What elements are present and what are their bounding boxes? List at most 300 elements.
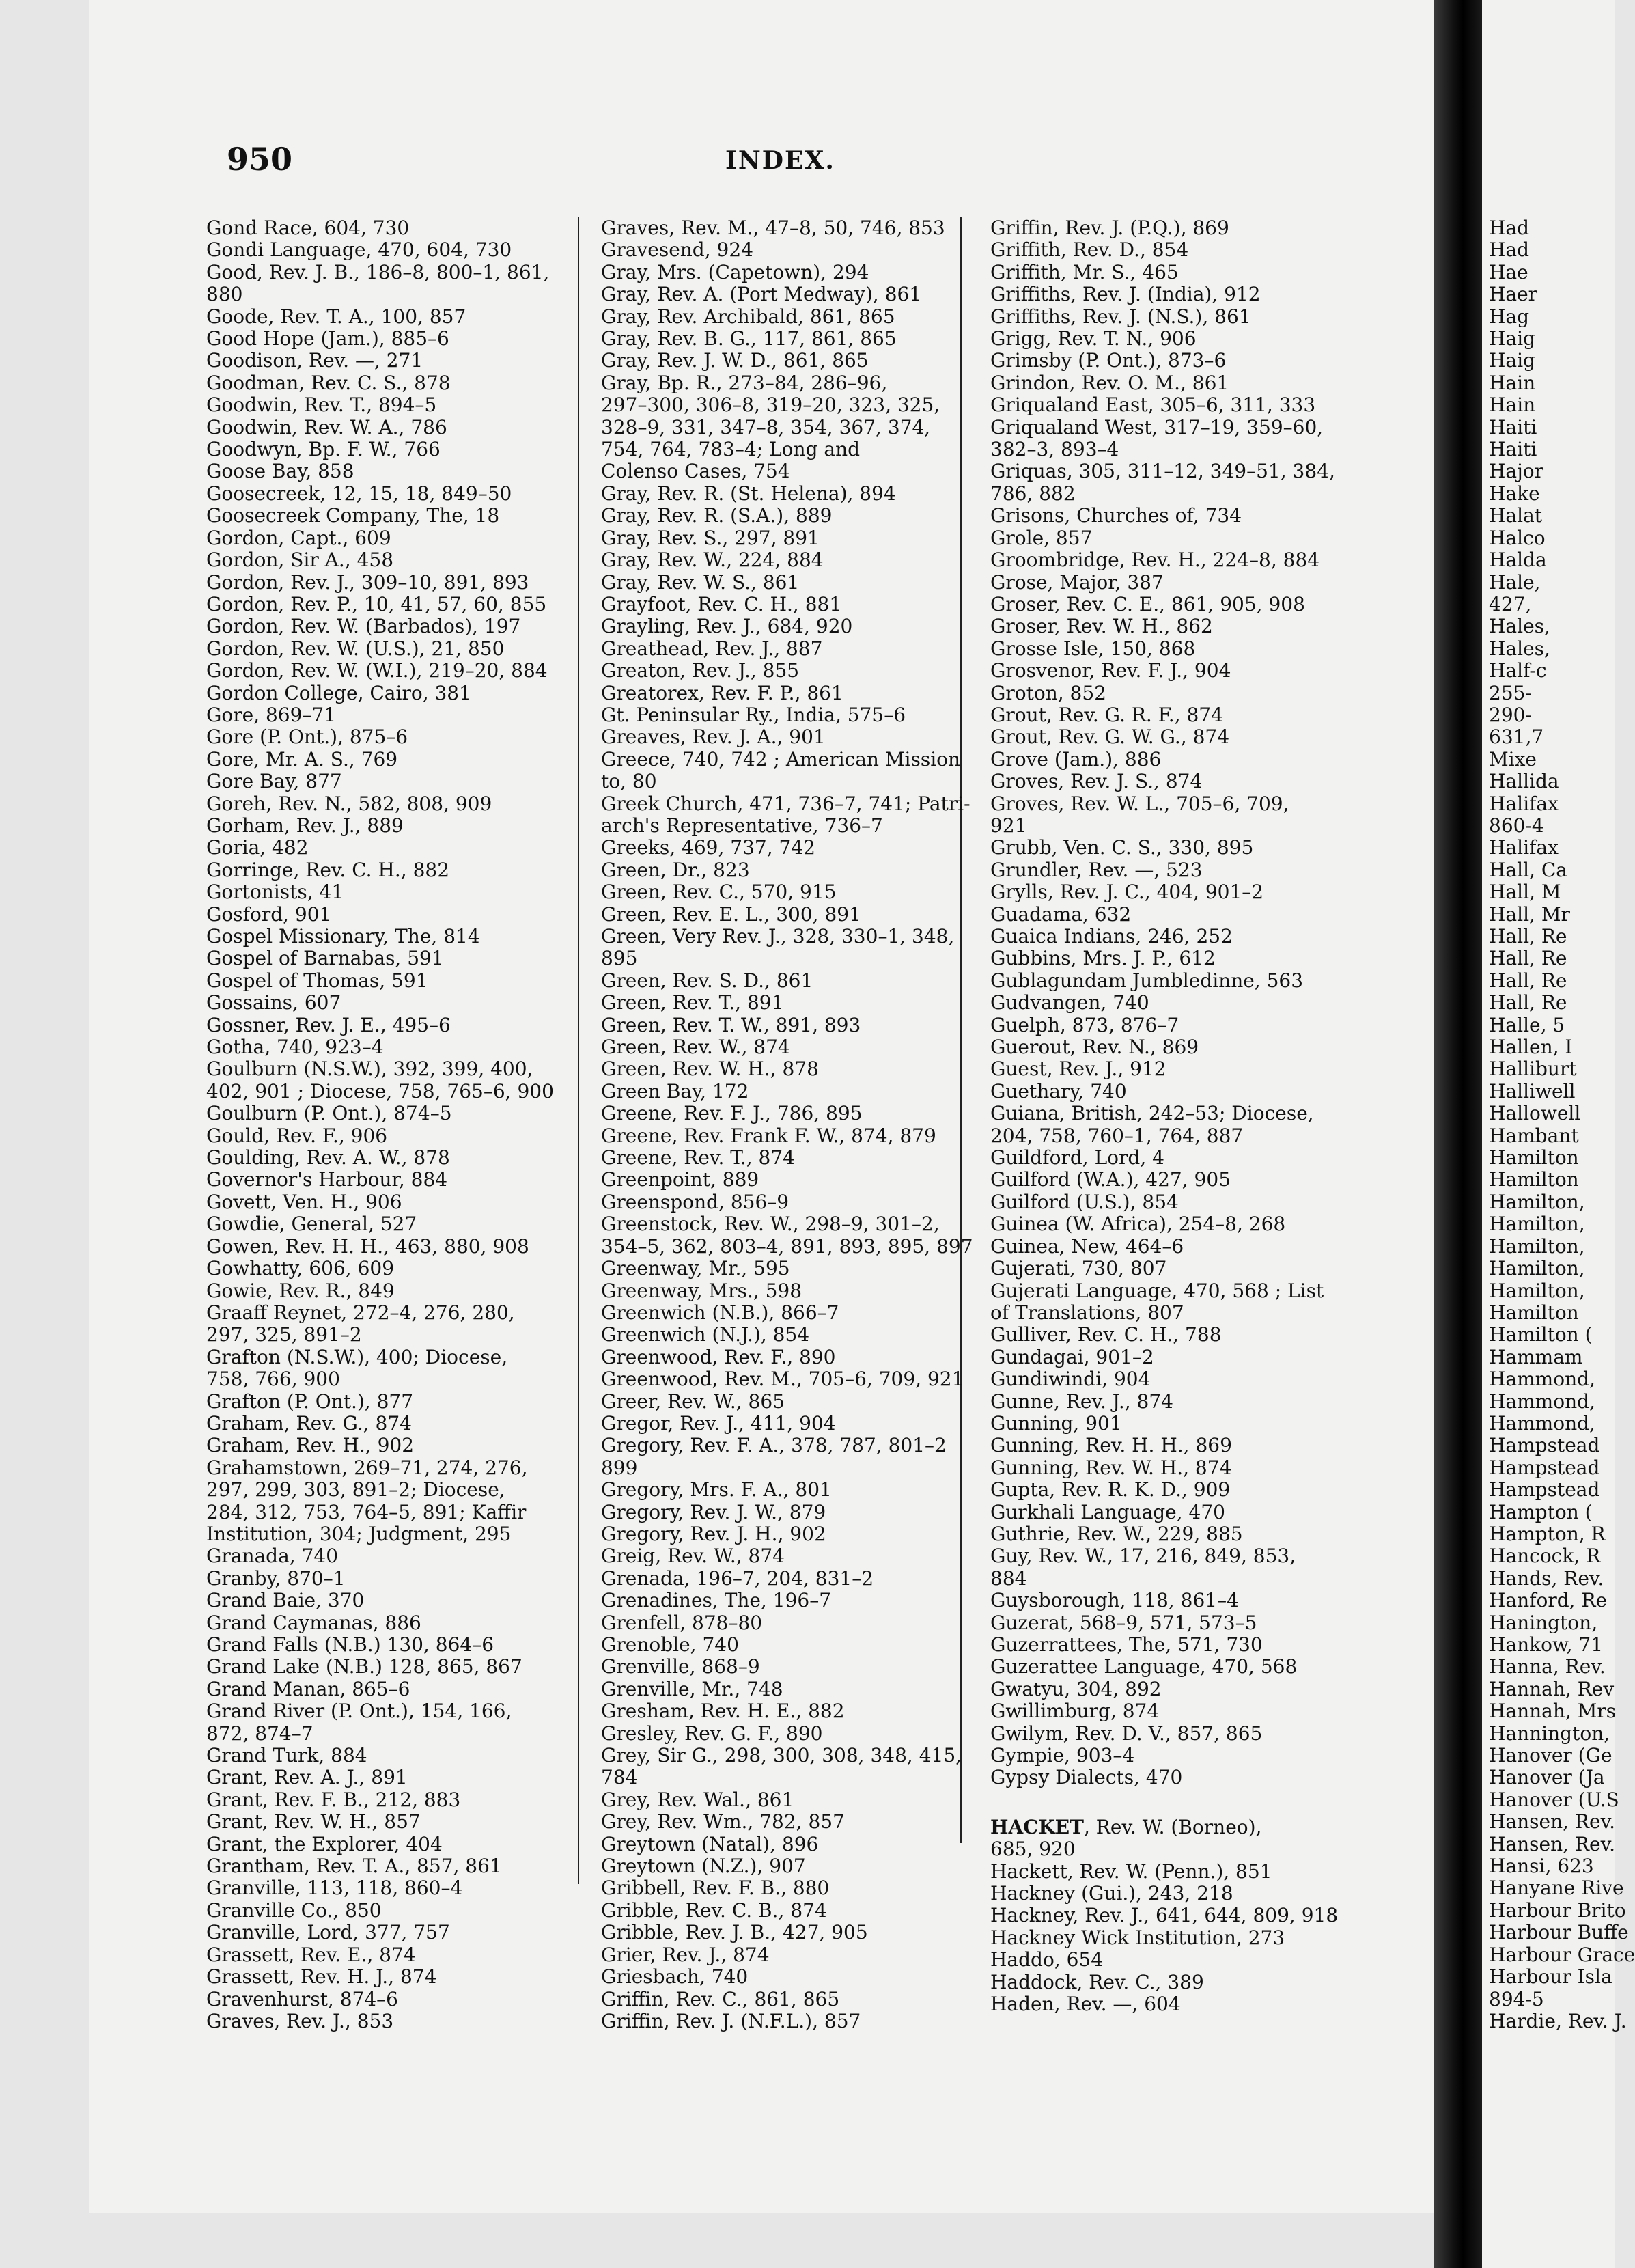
index-entry: Greene, Rev. T., 874 (601, 1146, 795, 1170)
index-entry: 204, 758, 760–1, 764, 887 (990, 1124, 1244, 1147)
index-entry: 402, 901 ; Diocese, 758, 765–6, 900 (206, 1079, 554, 1103)
index-entry: Green, Rev. E. L., 300, 891 (601, 902, 861, 926)
index-column-2 (601, 217, 973, 2032)
index-entry: to, 80 (601, 770, 657, 793)
index-entry: Hannah, Rev (1489, 1677, 1615, 1700)
index-entry: Grant, the Explorer, 404 (206, 1832, 443, 1855)
index-entry: Guthrie, Rev. W., 229, 885 (990, 1522, 1243, 1545)
index-entry: Grant, Rev. A. J., 891 (206, 1766, 408, 1789)
index-entry: Guzerattee Language, 470, 568 (990, 1655, 1298, 1678)
index-entry: Hamilton (1489, 1146, 1579, 1170)
index-entry: Groser, Rev. W. H., 862 (990, 615, 1213, 638)
index-entry: Granby, 870–1 (206, 1566, 346, 1590)
index-entry: Goosecreek Company, The, 18 (206, 504, 500, 527)
index-entry: Had (1489, 217, 1530, 239)
index-entry: Greene, Rev. F. J., 786, 895 (601, 1102, 863, 1125)
index-entry: Grundler, Rev. —, 523 (990, 858, 1203, 881)
index-entry: Hampstead (1489, 1456, 1600, 1479)
index-entry: Hales, (1489, 615, 1550, 638)
index-entry: Gunne, Rev. J., 874 (990, 1389, 1173, 1413)
index-entry: Hammam (1489, 1345, 1583, 1368)
index-entry: Grenoble, 740 (601, 1633, 739, 1656)
index-entry: Greenwood, Rev. F., 890 (601, 1345, 836, 1368)
index-entry: Gwatyu, 304, 892 (990, 1677, 1162, 1700)
index-entry: Harbour Buffe (1489, 1921, 1629, 1944)
index-entry: Grassett, Rev. H. J., 874 (206, 1965, 437, 1989)
index-entry: Gregory, Rev. J. W., 879 (601, 1500, 826, 1523)
index-entry: Gordon, Rev. W. (W.I.), 219–20, 884 (206, 659, 548, 682)
index-entry: Grant, Rev. F. B., 212, 883 (206, 1788, 461, 1811)
index-entry: Gregory, Mrs. F. A., 801 (601, 1478, 832, 1502)
index-entry: Grand Falls (N.B.) 130, 864–6 (206, 1633, 494, 1656)
index-entry: Guildford, Lord, 4 (990, 1146, 1164, 1170)
index-entry: Gowen, Rev. H. H., 463, 880, 908 (206, 1234, 529, 1258)
index-entry: Grosse Isle, 150, 868 (990, 637, 1196, 660)
index-entry: Grassett, Rev. E., 874 (206, 1943, 416, 1966)
index-entry: Granville, Lord, 377, 757 (206, 1921, 450, 1944)
index-entry: Haiti (1489, 438, 1537, 461)
index-entry: Goosecreek, 12, 15, 18, 849–50 (206, 482, 512, 505)
index-entry: Hampton ( (1489, 1500, 1593, 1523)
index-entry: Gresley, Rev. G. F., 890 (601, 1721, 823, 1745)
index-entry: Gulliver, Rev. C. H., 788 (990, 1323, 1222, 1346)
index-entry: Griquas, 305, 311–12, 349–51, 384, (990, 460, 1335, 483)
index-entry: Greathead, Rev. J., 887 (601, 637, 823, 660)
index-entry: Griesbach, 740 (601, 1965, 749, 1989)
index-entry: Greeks, 469, 737, 742 (601, 836, 815, 859)
index-entry: Gray, Mrs. (Capetown), 294 (601, 260, 869, 284)
index-entry: Good Hope (Jam.), 885–6 (206, 327, 449, 350)
index-entry: Hansi, 623 (1489, 1855, 1594, 1878)
page-number: 950 (227, 141, 293, 178)
index-entry: Griffin, Rev. J. (N.F.L.), 857 (601, 2009, 861, 2032)
index-entry: Gordon, Sir A., 458 (206, 549, 394, 572)
index-entry: Guelph, 873, 876–7 (990, 1013, 1179, 1036)
index-entry: Grand Manan, 865–6 (206, 1677, 410, 1700)
index-entry: Half-c (1489, 659, 1547, 682)
index-entry: Grayling, Rev. J., 684, 920 (601, 615, 853, 638)
index-entry: Greece, 740, 742 ; American Mission (601, 747, 961, 771)
index-entry: Greig, Rev. W., 874 (601, 1545, 785, 1568)
index-entry: Gujerati, 730, 807 (990, 1257, 1167, 1280)
index-entry: Hanyane Rive (1489, 1877, 1624, 1900)
index-entry: Grantham, Rev. T. A., 857, 861 (206, 1855, 502, 1878)
index-entry: Goreh, Rev. N., 582, 808, 909 (206, 792, 492, 815)
index-entry: Gore Bay, 877 (206, 770, 342, 793)
index-entry: Gwilym, Rev. D. V., 857, 865 (990, 1721, 1263, 1745)
index-entry: Goulburn (P. Ont.), 874–5 (206, 1102, 452, 1125)
index-entry: Griffiths, Rev. J. (N.S.), 861 (990, 305, 1251, 328)
index-entry: Goulburn (N.S.W.), 392, 399, 400, (206, 1057, 533, 1081)
index-entry: Gribble, Rev. J. B., 427, 905 (601, 1921, 868, 1944)
index-entry: Hackney, Rev. J., 641, 644, 809, 918 (990, 1904, 1339, 1927)
index-entry: Greytown (N.Z.), 907 (601, 1855, 806, 1878)
index-entry: 297–300, 306–8, 319–20, 323, 325, (601, 393, 940, 417)
index-entry: Griffith, Rev. D., 854 (990, 238, 1189, 262)
index-entry: Hanover (Ja (1489, 1766, 1605, 1789)
index-entry: 427, (1489, 592, 1532, 616)
index-entry: Gt. Peninsular Ry., India, 575–6 (601, 703, 906, 726)
index-entry: Gore (P. Ont.), 875–6 (206, 725, 408, 749)
index-entry: Gowie, Rev. R., 849 (206, 1279, 395, 1302)
index-entry: 899 (601, 1456, 638, 1479)
index-entry: Hall, Re (1489, 991, 1567, 1014)
index-entry: Hamilton ( (1489, 1323, 1593, 1346)
index-entry: Guinea, New, 464–6 (990, 1234, 1184, 1258)
index-entry: Groves, Rev. W. L., 705–6, 709, (990, 792, 1289, 815)
index-entry: Griffiths, Rev. J. (India), 912 (990, 283, 1261, 306)
index-entry: Gribble, Rev. C. B., 874 (601, 1898, 827, 1922)
index-entry: Gundiwindi, 904 (990, 1368, 1151, 1391)
index-entry: Grout, Rev. G. W. G., 874 (990, 725, 1230, 749)
index-entry: Gregor, Rev. J., 411, 904 (601, 1411, 836, 1435)
index-entry: Hall, Re (1489, 925, 1567, 948)
index-entry: Grand Lake (N.B.) 128, 865, 867 (206, 1655, 522, 1678)
index-entry: Gospel of Thomas, 591 (206, 969, 428, 992)
facing-page-column (1489, 217, 1635, 2032)
index-entry: Halifax (1489, 792, 1559, 815)
index-entry: Gould, Rev. F., 906 (206, 1124, 388, 1147)
index-entry: Gordon College, Cairo, 381 (206, 681, 471, 704)
index-entry: Hanna, Rev. (1489, 1655, 1606, 1678)
index-entry: Guiana, British, 242–53; Diocese, (990, 1102, 1314, 1125)
index-entry: Grey, Rev. Wm., 782, 857 (601, 1810, 845, 1834)
index-entry: Good, Rev. J. B., 186–8, 800–1, 861, (206, 260, 550, 284)
index-entry: Governor's Harbour, 884 (206, 1168, 448, 1191)
index-entry: Griqualand East, 305–6, 311, 333 (990, 393, 1316, 417)
index-entry: Grand Caymanas, 886 (206, 1611, 421, 1634)
index-entry: Hampton, R (1489, 1522, 1606, 1545)
index-entry: Gordon, Rev. P., 10, 41, 57, 60, 855 (206, 592, 547, 616)
index-entry: Gore, Mr. A. S., 769 (206, 747, 398, 771)
book-gutter (1434, 0, 1482, 2268)
index-entry: 328–9, 331, 347–8, 354, 367, 374, (601, 415, 931, 439)
index-entry: Greenspond, 856–9 (601, 1190, 789, 1213)
index-entry: Graves, Rev. J., 853 (206, 2009, 394, 2032)
index-entry: Gunning, Rev. W. H., 874 (990, 1456, 1232, 1479)
index-entry: Green, Rev. C., 570, 915 (601, 881, 837, 904)
index-entry: Goulding, Rev. A. W., 878 (206, 1146, 450, 1170)
index-entry: arch's Representative, 736–7 (601, 814, 883, 837)
index-entry: Green, Rev. W., 874 (601, 1036, 790, 1059)
index-entry: Haddock, Rev. C., 389 (990, 1970, 1204, 1993)
index-entry: Hancock, R (1489, 1545, 1601, 1568)
index-entry: Green, Rev. S. D., 861 (601, 969, 813, 992)
index-entry: Gossner, Rev. J. E., 495–6 (206, 1013, 451, 1036)
index-entry: 895 (601, 947, 638, 970)
index-entry: Hankow, 71 (1489, 1633, 1604, 1656)
index-entry: Grenfell, 878–80 (601, 1611, 763, 1634)
index-entry: Gospel Missionary, The, 814 (206, 925, 480, 948)
index-entry: Haiti (1489, 415, 1537, 439)
index-entry: Gray, Rev. S., 297, 891 (601, 526, 820, 549)
index-entry (990, 1816, 1373, 1838)
index-entry: Hanover (Ge (1489, 1744, 1612, 1767)
index-entry: Gujerati Language, 470, 568 ; List (990, 1279, 1324, 1302)
index-entry: Hamilton, (1489, 1234, 1585, 1258)
index-entry: Hain (1489, 393, 1536, 417)
index-entry: Gray, Rev. Archibald, 861, 865 (601, 305, 895, 328)
index-entry: Hallida (1489, 770, 1559, 793)
index-entry: Gray, Rev. R. (S.A.), 889 (601, 504, 833, 527)
index-entry: Hanover (U.S (1489, 1788, 1619, 1811)
index-entry: Gypsy Dialects, 470 (990, 1766, 1183, 1789)
index-entry: Grand Baie, 370 (206, 1589, 365, 1612)
index-entry: Hake (1489, 482, 1540, 505)
index-entry: Hammond, (1489, 1368, 1595, 1391)
index-entry: Goria, 482 (206, 836, 309, 859)
index-entry: 255- (1489, 681, 1532, 704)
index-entry: Gravesend, 924 (601, 238, 753, 262)
index-column-3 (990, 217, 1373, 2016)
index-entry: Gwillimburg, 874 (990, 1700, 1160, 1723)
index-entry: Guzerat, 568–9, 571, 573–5 (990, 1611, 1257, 1634)
index-entry: Halliwell (1489, 1079, 1576, 1103)
index-entry: Hackney Wick Institution, 273 (990, 1926, 1285, 1949)
index-entry: Grylls, Rev. J. C., 404, 901–2 (990, 881, 1264, 904)
index-entry: Gunning, Rev. H. H., 869 (990, 1434, 1232, 1457)
index-entry: Grafton (N.S.W.), 400; Diocese, (206, 1345, 508, 1368)
index-entry: 786, 882 (990, 482, 1076, 505)
index-entry: Haer (1489, 283, 1538, 306)
index-entry: Graves, Rev. M., 47–8, 50, 746, 853 (601, 217, 945, 239)
index-entry: Gundagai, 901–2 (990, 1345, 1154, 1368)
index-entry: Harbour Grace (1489, 1943, 1635, 1966)
index-entry: 354–5, 362, 803–4, 891, 893, 895, 897 (601, 1234, 973, 1258)
index-entry: 297, 299, 303, 891–2; Diocese, (206, 1478, 505, 1502)
index-entry: Hamilton, (1489, 1190, 1585, 1213)
index-entry: 685, 920 (990, 1838, 1076, 1861)
headword-rest: , Rev. W. (Borneo), (1083, 1815, 1262, 1838)
facing-page-fragment (1482, 0, 1635, 2268)
index-entry: Hammond, (1489, 1389, 1595, 1413)
index-entry: Goodwin, Rev. T., 894–5 (206, 393, 437, 417)
section-gap (990, 1789, 1373, 1816)
index-entry: Guilford (U.S.), 854 (990, 1190, 1179, 1213)
index-entry: Gordon, Rev. W. (Barbados), 197 (206, 615, 521, 638)
index-entry: Mixe (1489, 747, 1537, 771)
index-entry: Hamilton, (1489, 1279, 1585, 1302)
index-entry: Gowdie, General, 527 (206, 1213, 417, 1236)
index-entry: Greenwood, Rev. M., 705–6, 709, 921 (601, 1368, 964, 1391)
index-entry: Harbour Isla (1489, 1965, 1612, 1989)
index-entry: Haden, Rev. —, 604 (990, 1993, 1181, 2016)
index-entry: Gray, Rev. J. W. D., 861, 865 (601, 349, 869, 372)
index-entry: Groves, Rev. J. S., 874 (990, 770, 1203, 793)
index-entry: Gympie, 903–4 (990, 1744, 1135, 1767)
index-entry: Gresham, Rev. H. E., 882 (601, 1700, 845, 1723)
index-entry: Grosvenor, Rev. F. J., 904 (990, 659, 1231, 682)
index-entry: Greenstock, Rev. W., 298–9, 301–2, (601, 1213, 940, 1236)
index-entry: Grenada, 196–7, 204, 831–2 (601, 1566, 874, 1590)
index-entry: Gudvangen, 740 (990, 991, 1149, 1014)
index-entry: Graaff Reynet, 272–4, 276, 280, (206, 1301, 515, 1324)
index-entry: Institution, 304; Judgment, 295 (206, 1522, 512, 1545)
index-entry: Greer, Rev. W., 865 (601, 1389, 785, 1413)
index-entry: Groton, 852 (990, 681, 1106, 704)
index-entry: Govett, Ven. H., 906 (206, 1190, 402, 1213)
index-entry: Halifax (1489, 836, 1559, 859)
index-entry: Grenville, 868–9 (601, 1655, 760, 1678)
index-entry: Hall, Re (1489, 969, 1567, 992)
index-entry: Grand River (P. Ont.), 154, 166, (206, 1700, 512, 1723)
index-entry: Green, Rev. T. W., 891, 893 (601, 1013, 861, 1036)
index-entry: Hands, Rev. (1489, 1566, 1604, 1590)
index-entry: Hamilton, (1489, 1213, 1585, 1236)
index-entry: Grand Turk, 884 (206, 1744, 367, 1767)
index-entry: Greenpoint, 889 (601, 1168, 759, 1191)
index-entry: Gupta, Rev. R. K. D., 909 (990, 1478, 1231, 1502)
index-entry: Granville, 113, 118, 860–4 (206, 1877, 463, 1900)
index-entry: Gray, Rev. B. G., 117, 861, 865 (601, 327, 897, 350)
index-entry: Gordon, Rev. J., 309–10, 891, 893 (206, 570, 529, 594)
index-entry: Hall, Ca (1489, 858, 1567, 881)
index-entry: Hansen, Rev. (1489, 1810, 1615, 1834)
index-entry: Hall, Re (1489, 947, 1567, 970)
index-entry: Griffith, Mr. S., 465 (990, 260, 1179, 284)
index-entry: Greenway, Mr., 595 (601, 1257, 790, 1280)
index-entry: Gore, 869–71 (206, 703, 337, 726)
index-entry: Gray, Bp. R., 273–84, 286–96, (601, 371, 888, 394)
index-entry: Greytown (Natal), 896 (601, 1832, 819, 1855)
index-entry: Haig (1489, 349, 1535, 372)
index-entry: Gray, Rev. W. S., 861 (601, 570, 800, 594)
index-entry: Griqualand West, 317–19, 359–60, (990, 415, 1324, 439)
index-entry: Gorringe, Rev. C. H., 882 (206, 858, 450, 881)
index-entry: Greek Church, 471, 736–7, 741; Patri- (601, 792, 970, 815)
index-entry: Hall, M (1489, 881, 1561, 904)
index-entry: Gotha, 740, 923–4 (206, 1036, 384, 1059)
index-entry: Gowhatty, 606, 609 (206, 1257, 395, 1280)
index-entry: Grenville, Mr., 748 (601, 1677, 783, 1700)
index-entry: Hain (1489, 371, 1536, 394)
index-entry: Gondi Language, 470, 604, 730 (206, 238, 512, 262)
index-entry: Grole, 857 (990, 526, 1093, 549)
index-entry: Halliburt (1489, 1057, 1577, 1081)
index-entry: 884 (990, 1566, 1027, 1590)
index-entry: 631,7 (1489, 725, 1544, 749)
index-entry: Goode, Rev. T. A., 100, 857 (206, 305, 466, 328)
index-entry: Had (1489, 238, 1530, 262)
index-entry: Grove (Jam.), 886 (990, 747, 1162, 771)
index-entry: 894-5 (1489, 1987, 1544, 2010)
index-entry: Gray, Rev. R. (St. Helena), 894 (601, 482, 896, 505)
index-entry: Hale, (1489, 570, 1541, 594)
index-entry: Grahamstown, 269–71, 274, 276, (206, 1456, 528, 1479)
index-entry: Groombridge, Rev. H., 224–8, 884 (990, 549, 1320, 572)
index-entry: Hackney (Gui.), 243, 218 (990, 1882, 1233, 1905)
index-entry: Guysborough, 118, 861–4 (990, 1589, 1239, 1612)
index-entry: Grindon, Rev. O. M., 861 (990, 371, 1229, 394)
index-entry: Hampstead (1489, 1434, 1600, 1457)
index-entry: Hambant (1489, 1124, 1579, 1147)
index-column-1 (206, 217, 561, 2032)
index-entry: Grafton (P. Ont.), 877 (206, 1389, 414, 1413)
index-entry: Grose, Major, 387 (990, 570, 1164, 594)
index-entry: Guerout, Rev. N., 869 (990, 1036, 1199, 1059)
index-entry: Grout, Rev. G. R. F., 874 (990, 703, 1223, 726)
index-entry: Grant, Rev. W. H., 857 (206, 1810, 421, 1834)
index-entry: Greenway, Mrs., 598 (601, 1279, 802, 1302)
index-entry: Goodman, Rev. C. S., 878 (206, 371, 451, 394)
index-entry: Colenso Cases, 754 (601, 460, 790, 483)
index-entry: Gublagundam Jumbledinne, 563 (990, 969, 1304, 992)
index-entry: Halda (1489, 549, 1547, 572)
index-entry: Harbour Brito (1489, 1898, 1626, 1922)
index-entry: Grayfoot, Rev. C. H., 881 (601, 592, 842, 616)
index-entry: Guy, Rev. W., 17, 216, 849, 853, (990, 1545, 1296, 1568)
index-entry: Greenwich (N.J.), 854 (601, 1323, 810, 1346)
index-entry: Halat (1489, 504, 1543, 527)
index-entry: Hannah, Mrs (1489, 1700, 1617, 1723)
index-entry: Hamilton (1489, 1168, 1579, 1191)
index-entry: Hanington, (1489, 1611, 1598, 1634)
index-entry: Green, Rev. W. H., 878 (601, 1057, 819, 1081)
index-entry: Greene, Rev. Frank F. W., 874, 879 (601, 1124, 936, 1147)
index-entry: Goodwin, Rev. W. A., 786 (206, 415, 447, 439)
index-entry: Gray, Rev. A. (Port Medway), 861 (601, 283, 922, 306)
index-entry: Halco (1489, 526, 1546, 549)
index-entry: Grenadines, The, 196–7 (601, 1589, 832, 1612)
index-entry: Gortonists, 41 (206, 881, 344, 904)
index-entry: Gravenhurst, 874–6 (206, 1987, 398, 2010)
index-entry: Greaves, Rev. J. A., 901 (601, 725, 826, 749)
index-entry: Gregory, Rev. F. A., 378, 787, 801–2 (601, 1434, 947, 1457)
index-entry: Hallen, I (1489, 1036, 1573, 1059)
index-entry: Groser, Rev. C. E., 861, 905, 908 (990, 592, 1305, 616)
index-entry: Hamilton (1489, 1301, 1579, 1324)
index-entry: Gorham, Rev. J., 889 (206, 814, 404, 837)
index-entry: Gordon, Capt., 609 (206, 526, 391, 549)
index-entry: Guethary, 740 (990, 1079, 1127, 1103)
index-entry: Guaica Indians, 246, 252 (990, 925, 1233, 948)
running-head: INDEX. (725, 146, 835, 175)
index-entry: Hanford, Re (1489, 1589, 1608, 1612)
index-entry: Gregory, Rev. J. H., 902 (601, 1522, 826, 1545)
index-entry: Hajor (1489, 460, 1544, 483)
index-entry: Hae (1489, 260, 1528, 284)
index-entry: Gunning, 901 (990, 1411, 1122, 1435)
index-entry: Guadama, 632 (990, 902, 1132, 926)
index-entry: Hackett, Rev. W. (Penn.), 851 (990, 1859, 1272, 1883)
index-entry: 754, 764, 783–4; Long and (601, 438, 861, 461)
index-entry: Green Bay, 172 (601, 1079, 749, 1103)
index-entry: Graham, Rev. H., 902 (206, 1434, 415, 1457)
index-entry: 880 (206, 283, 243, 306)
index-entry: Gospel of Barnabas, 591 (206, 947, 444, 970)
index-entry: 784 (601, 1766, 638, 1789)
index-entry: 758, 766, 900 (206, 1368, 340, 1391)
index-entry: Graham, Rev. G., 874 (206, 1411, 412, 1435)
index-entry: Hag (1489, 305, 1530, 328)
index-entry: Guest, Rev. J., 912 (990, 1057, 1166, 1081)
index-entry: Hall, Mr (1489, 902, 1570, 926)
index-entry: Gosford, 901 (206, 902, 332, 926)
index-entry: Green, Very Rev. J., 328, 330–1, 348, (601, 925, 955, 948)
index-entry: Hamilton, (1489, 1257, 1585, 1280)
index-entry: Gubbins, Mrs. J. P., 612 (990, 947, 1216, 970)
index-entry: Goodison, Rev. —, 271 (206, 349, 423, 372)
index-entry: Grey, Sir G., 298, 300, 308, 348, 415, (601, 1744, 962, 1767)
index-entry: Guilford (W.A.), 427, 905 (990, 1168, 1231, 1191)
index-entry: Hannington, (1489, 1721, 1610, 1745)
index-entry: Grey, Rev. Wal., 861 (601, 1788, 794, 1811)
index-entry: Grier, Rev. J., 874 (601, 1943, 770, 1966)
index-entry: Hansen, Rev. (1489, 1832, 1615, 1855)
index-entry: Grigg, Rev. T. N., 906 (990, 327, 1197, 350)
index-entry: Hales, (1489, 637, 1550, 660)
index-entry: 860-4 (1489, 814, 1544, 837)
